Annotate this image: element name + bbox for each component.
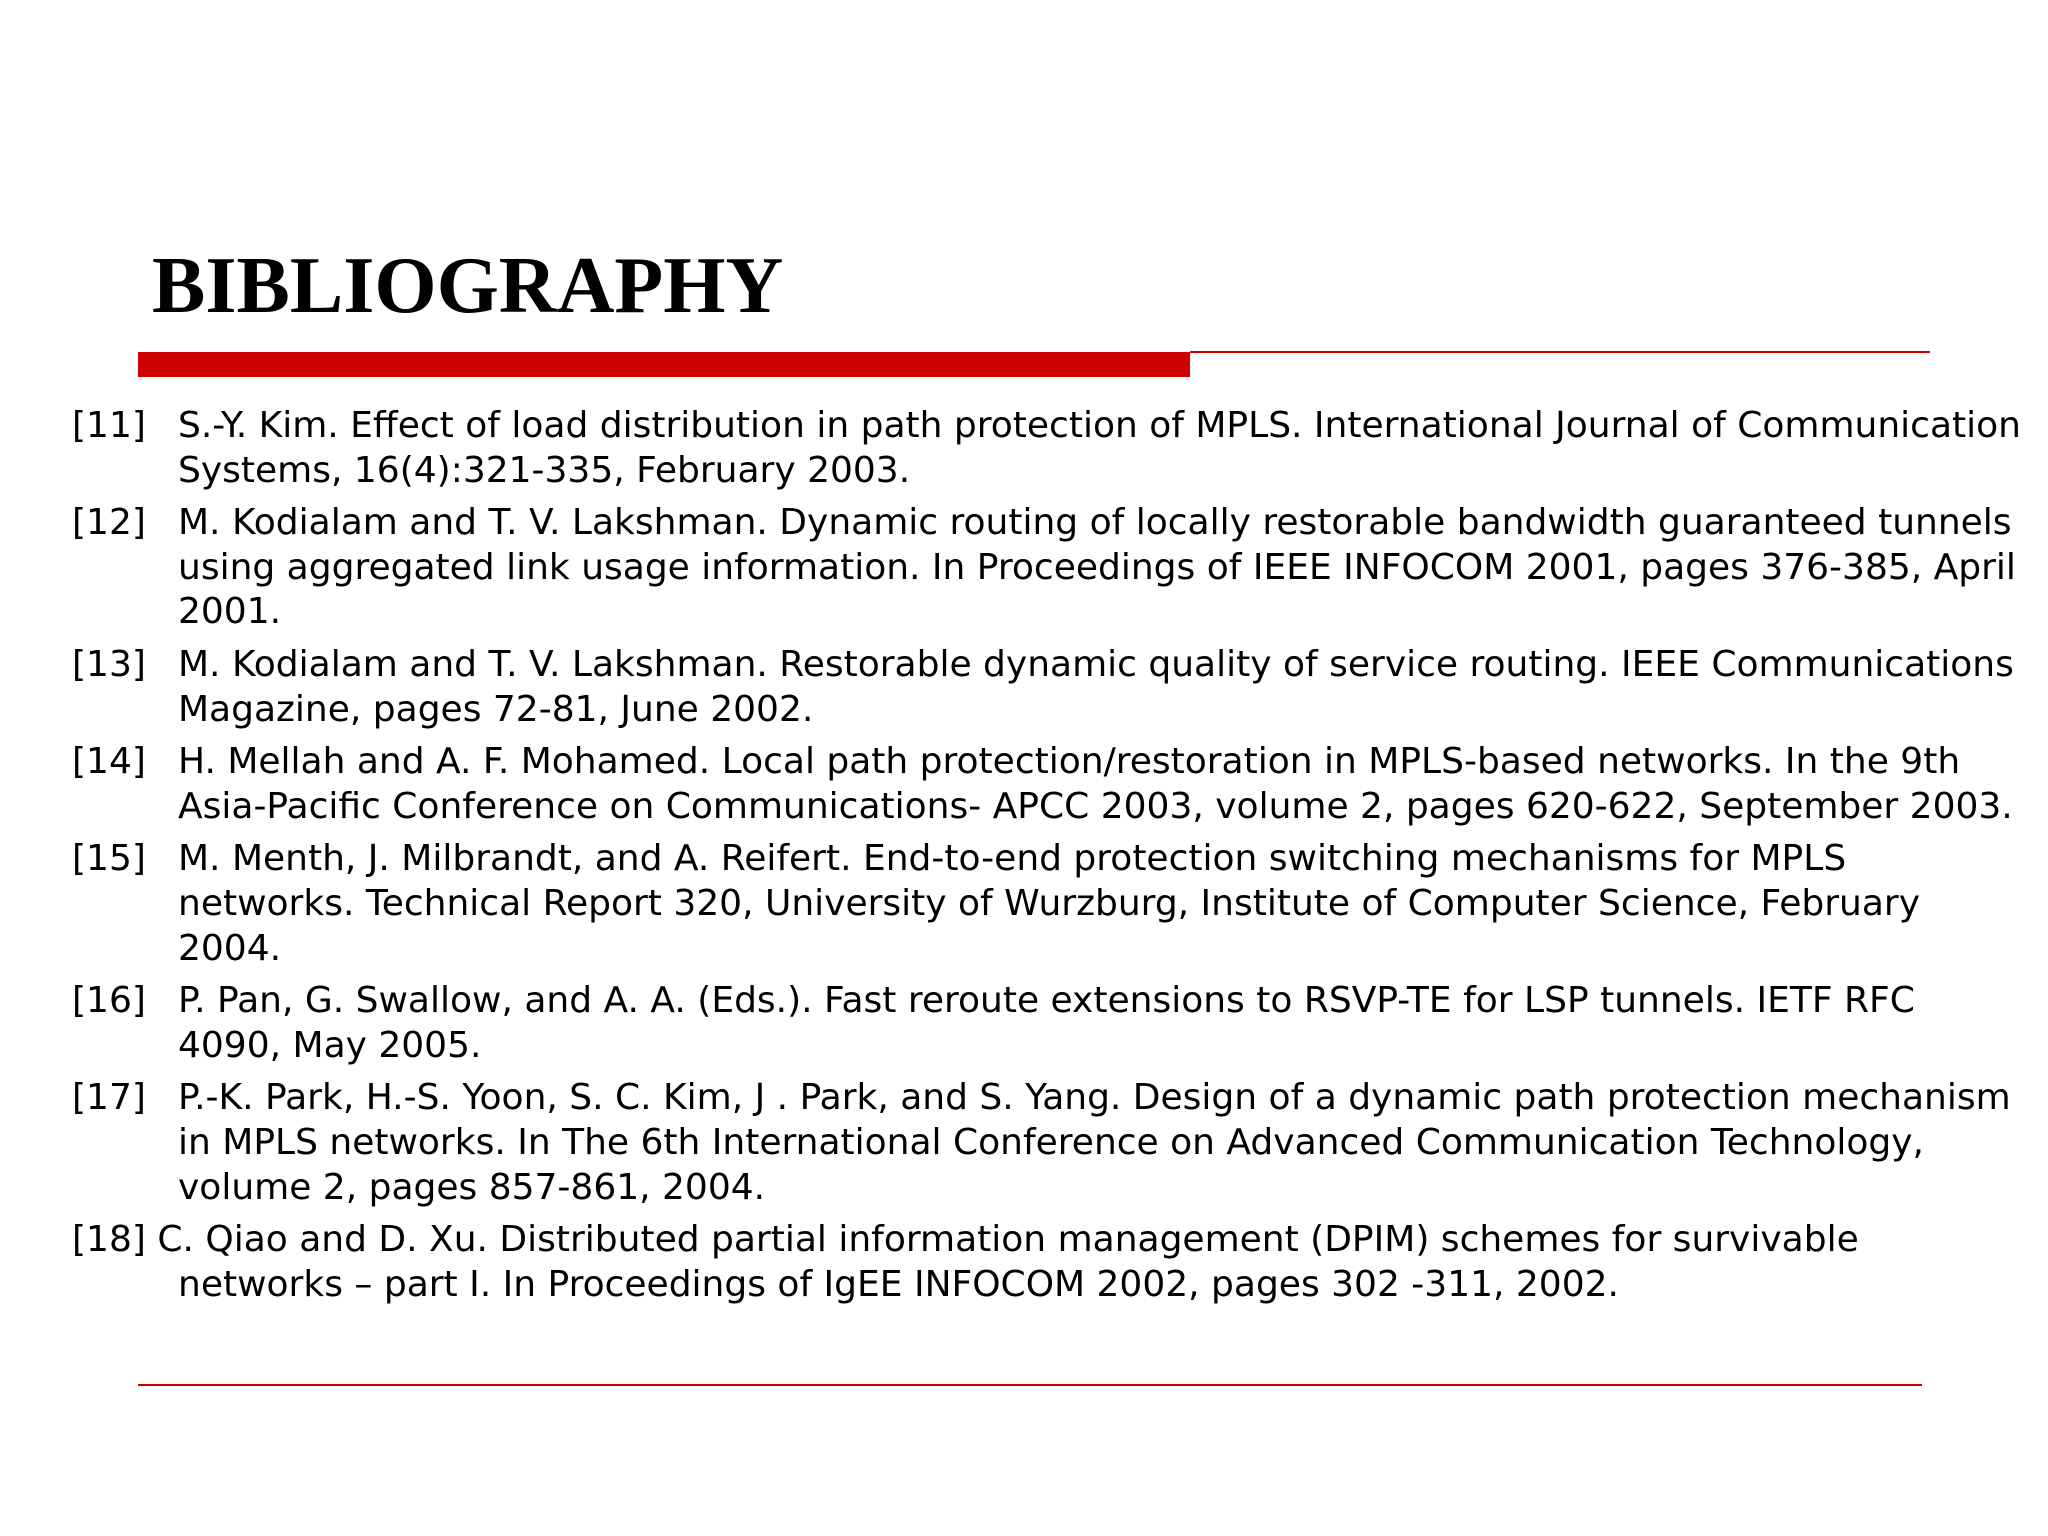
reference-number: [13] [72,643,146,685]
reference-text: M. Kodialam and T. V. Lakshman. Restorable dynamic quality of service routing. IEEE Communications Magazine, pages 72-81, June 2002. [178,643,2014,730]
reference-text: P.-K. Park, H.-S. Yoon, S. C. Kim, J . Park, and S. Yang. Design of a dynamic path protection mechanism in MPLS networks. In The 6th International Conference on Advanced Communication Technology, volume 2, pages 857-861, 2004. [178,1077,2011,1208]
reference-number: [17] [72,1077,146,1119]
slide-title: BIBLIOGRAPHY [152,242,784,330]
reference-number: [16] [72,980,146,1022]
title-underline-thick [138,352,1190,377]
reference-number: [18] [72,1219,146,1261]
reference-text: C. Qiao and D. Xu. Distributed partial information management (DPIM) schemes for survivable networks – part I. In Proceedings of IgEE INFOCOM 2002, pages 302 -311, 2002. [157,1219,1859,1305]
reference-item [72,837,2022,971]
reference-text: M. Menth, J. Milbrandt, and A. Reifert. End-to-end protection switching mechanisms for MPLS networks. Technical Report 320, University of Wurzburg, Institute of Computer Science, February 2004. [178,838,1921,969]
reference-item [72,740,2022,829]
reference-number: [12] [72,502,146,544]
reference-number: [11] [72,405,146,446]
reference-item [72,1076,2022,1210]
reference-number: [14] [72,741,146,783]
reference-text: S.-Y. Kim. Effect of load distribution in path protection of MPLS. International Journal of Communication Systems, 16(4):321-335, February 2003. [178,405,2021,491]
reference-item [72,1218,2022,1307]
reference-text: H. Mellah and A. F. Mohamed. Local path protection/restoration in MPLS-based networks. In the 9th Asia-Pacific Conference on Communications- APCC 2003, volume 2, pages 620-622, September 2003. [178,741,2013,827]
reference-item [72,979,2022,1068]
reference-number: [15] [72,838,146,880]
reference-list [72,404,2022,1315]
reference-item [72,404,2022,493]
reference-item [72,643,2022,732]
reference-text: M. Kodialam and T. V. Lakshman. Dynamic routing of locally restorable bandwidth guaranteed tunnels using aggregated link usage information. In Proceedings of IEEE INFOCOM 2001, pages 376-385, April 2001. [178,502,2016,633]
footer-divider [138,1384,1922,1386]
reference-text: P. Pan, G. Swallow, and A. A. (Eds.). Fast reroute extensions to RSVP-TE for LSP tunnels. IETF RFC 4090, May 2005. [178,980,1915,1066]
reference-item [72,501,2022,635]
title-underline-thin [1190,351,1930,353]
